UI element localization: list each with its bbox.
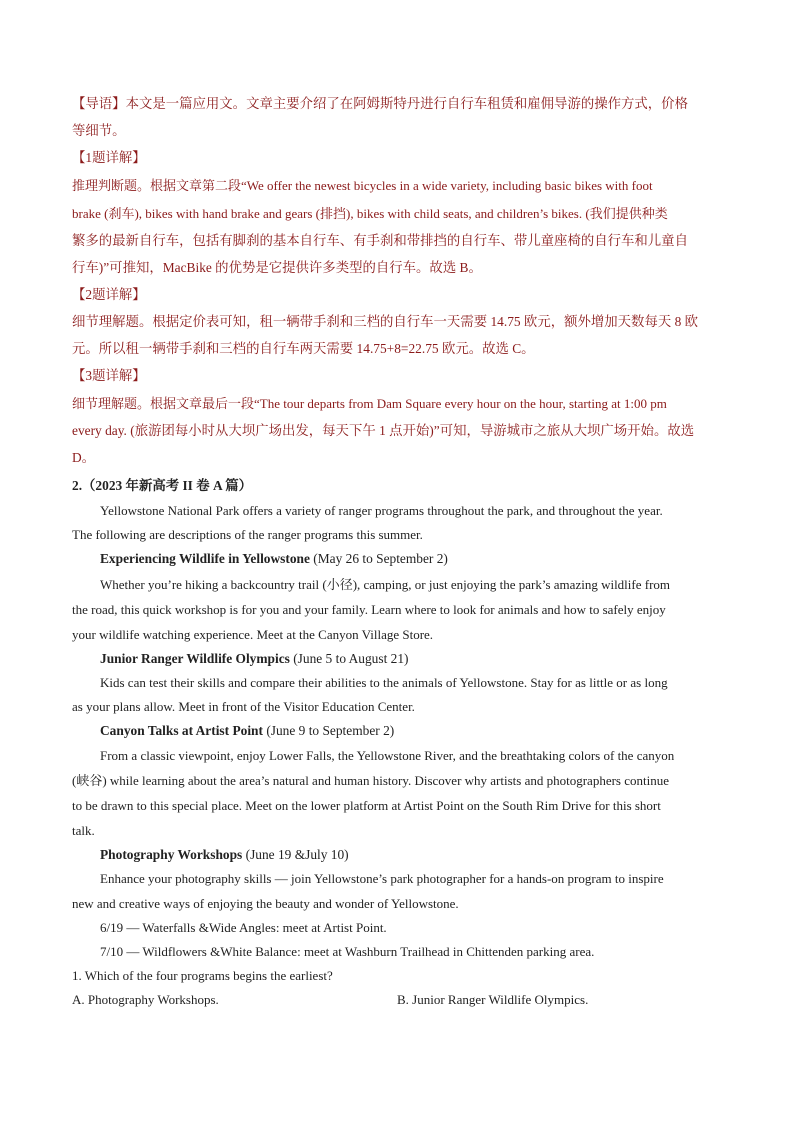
question-stem: 1. Which of the four programs begins the earliest? xyxy=(72,968,333,983)
q2-line-1: 细节理解题。根据定价表可知，租一辆带手刹和三档的自行车一天需要 14.75 欧元，额外增加天数每天 8 欧 xyxy=(72,314,699,329)
q3-line-2: every day. (旅游团每小时从大坝广场出发，每天下午 1 点开始)”可知，导游城市之旅从大坝广场开始。故选 xyxy=(72,423,695,438)
option-b: B. Junior Ranger Wildlife Olympics. xyxy=(397,992,589,1007)
q1-line-4: 行车)”可推知，MacBike 的优势是它提供许多类型的自行车。故选 B。 xyxy=(72,260,482,275)
program-dates: (May 26 to September 2) xyxy=(309,551,448,566)
q3-heading: 【3题详解】 xyxy=(72,368,146,383)
program-title-line xyxy=(100,721,730,741)
program-dates: (June 5 to August 21) xyxy=(289,651,409,666)
intro-label: 【导语】 xyxy=(72,96,126,111)
q1-line-1: 推理判断题。根据文章第二段“We offer the newest bicycles in a wide variety, including basic bikes with foot xyxy=(72,178,653,193)
q1-line-2: brake (刹车), bikes with hand brake and gears (排挡), bikes with child seats, and children’s bikes. (我们提供种类 xyxy=(72,206,668,221)
program-text: as your plans allow. Meet in front of the Visitor Education Center. xyxy=(72,699,415,714)
schedule-item: 7/10 — Wildflowers &White Balance: meet at Washburn Trailhead in Chittenden parking area. xyxy=(100,944,595,959)
program-text: Kids can test their skills and compare their abilities to the animals of Yellowstone. Stay for as little or as long xyxy=(100,675,668,690)
program-title-line xyxy=(100,549,730,569)
q1-line-3: 繁多的最新自行车，包括有脚刹的基本自行车、有手刹和带排挡的自行车、带儿童座椅的自行车和儿童自 xyxy=(72,233,688,248)
program-text: new and creative ways of enjoying the beauty and wonder of Yellowstone. xyxy=(72,896,459,911)
intro-line-1 xyxy=(72,94,732,114)
program-title-line xyxy=(100,649,730,669)
program-title: Photography Workshops xyxy=(100,847,243,862)
q2-heading: 【2题详解】 xyxy=(72,287,146,302)
program-dates: (June 19 &July 10) xyxy=(242,847,349,862)
program-text: to be drawn to this special place. Meet on the lower platform at Artist Point on the South Rim Drive for this short xyxy=(72,798,661,813)
program-title-line xyxy=(100,845,730,865)
option-a: A. Photography Workshops. xyxy=(72,992,219,1007)
q1-heading: 【1题详解】 xyxy=(72,150,146,165)
passage-intro-2: The following are descriptions of the ranger programs this summer. xyxy=(72,527,423,542)
program-title: Experiencing Wildlife in Yellowstone xyxy=(100,551,310,566)
intro-text: 本文是一篇应用文。文章主要介绍了在阿姆斯特丹进行自行车租赁和雇佣导游的操作方式，价格 xyxy=(125,96,688,111)
program-title: Canyon Talks at Artist Point xyxy=(100,723,263,738)
program-text: From a classic viewpoint, enjoy Lower Falls, the Yellowstone River, and the breathtaking colors of the canyon xyxy=(100,748,675,763)
q2-line-2: 元。所以租一辆带手刹和三档的自行车两天需要 14.75+8=22.75 欧元。故选 C。 xyxy=(72,341,535,356)
program-text: (峡谷) while learning about the area’s natural and human history. Discover why artists and photographers continue xyxy=(72,773,669,788)
program-dates: (June 9 to September 2) xyxy=(262,723,395,738)
q3-line-3: D。 xyxy=(72,450,96,465)
passage-heading: 2.（2023 年新高考 II 卷 A 篇） xyxy=(72,478,253,493)
program-title: Junior Ranger Wildlife Olympics xyxy=(100,651,290,666)
program-text: Enhance your photography skills — join Yellowstone’s park photographer for a hands-on program to inspire xyxy=(100,871,664,886)
schedule-item: 6/19 — Waterfalls &Wide Angles: meet at Artist Point. xyxy=(100,920,387,935)
program-text: the road, this quick workshop is for you and your family. Learn where to look for animals and how to safely enjoy xyxy=(72,602,666,617)
program-text: your wildlife watching experience. Meet at the Canyon Village Store. xyxy=(72,627,434,642)
intro-line-2: 等细节。 xyxy=(72,123,126,138)
passage-intro-1: Yellowstone National Park offers a variety of ranger programs throughout the park, and throughout the year. xyxy=(100,503,663,518)
program-text: talk. xyxy=(72,823,95,838)
q3-line-1: 细节理解题。根据文章最后一段“The tour departs from Dam Square every hour on the hour, starting at 1:00 pm xyxy=(72,396,667,411)
program-text: Whether you’re hiking a backcountry trail (小径), camping, or just enjoying the park’s amazing wildlife from xyxy=(100,577,671,592)
